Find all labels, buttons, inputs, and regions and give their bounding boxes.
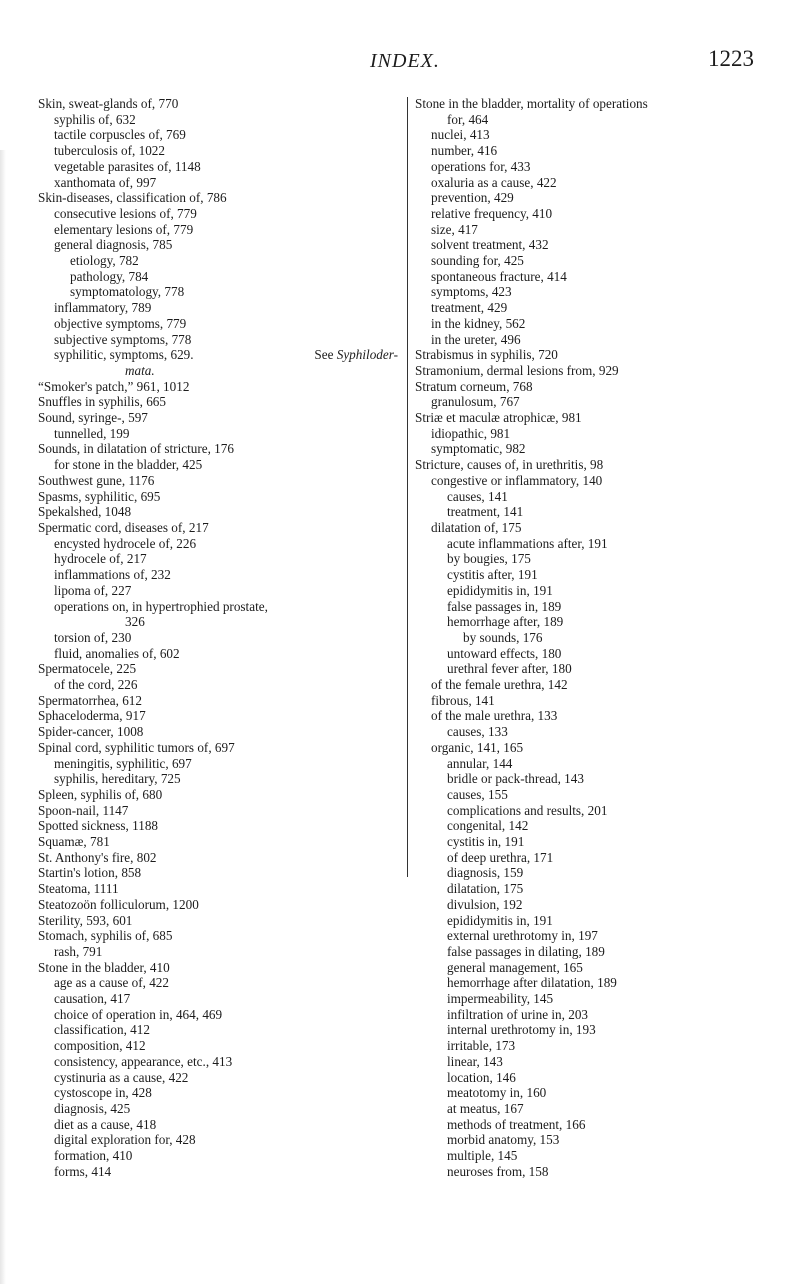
index-entry: general management, 165 [447, 959, 583, 975]
index-entry: Stomach, syphilis of, 685 [38, 928, 173, 944]
index-entry: Sphaceloderma, 917 [38, 708, 146, 724]
index-entry: diet as a cause, 418 [54, 1116, 157, 1132]
index-entry: spontaneous fracture, 414 [431, 268, 567, 284]
index-entry: Spermatocele, 225 [38, 661, 137, 677]
index-entry: in the kidney, 562 [431, 315, 526, 331]
index-entry: syphilis of, 632 [54, 111, 136, 127]
index-entry: of the cord, 226 [54, 677, 138, 693]
index-entry: for, 464 [447, 111, 489, 127]
index-entry: St. Anthony's fire, 802 [38, 849, 157, 865]
index-entry: external urethrotomy in, 197 [447, 928, 598, 944]
index-entry: classification, 412 [54, 1022, 150, 1038]
index-entry: divulsion, 192 [447, 896, 523, 912]
index-entry: Squamæ, 781 [38, 834, 110, 850]
index-entry: fibrous, 141 [431, 692, 495, 708]
index-entry: Stratum corneum, 768 [415, 378, 533, 394]
index-entry: symptoms, 423 [431, 284, 512, 300]
index-entry: urethral fever after, 180 [447, 661, 572, 677]
index-entry-text: syphilitic, symptoms, 629. [54, 347, 194, 363]
index-entry: Spekalshed, 1048 [38, 504, 132, 520]
index-entry: formation, 410 [54, 1148, 133, 1164]
index-entry: diagnosis, 425 [54, 1101, 131, 1116]
index-entry: Striæ et maculæ atrophicæ, 981 [415, 410, 582, 426]
index-entry: impermeability, 145 [447, 991, 554, 1007]
index-entry: Spotted sickness, 1188 [38, 818, 159, 834]
index-entry: epididymitis in, 191 [447, 582, 553, 598]
index-entry: hemorrhage after dilatation, 189 [447, 975, 617, 991]
index-entry: by sounds, 176 [463, 629, 543, 645]
index-entry: internal urethrotomy in, 193 [447, 1022, 596, 1038]
index-entry: congestive or inflammatory, 140 [431, 472, 603, 488]
index-entry: “Smoker's patch,” 961, 1012 [38, 378, 190, 394]
index-entry: Spasms, syphilitic, 695 [38, 488, 161, 504]
index-entry: linear, 143 [447, 1053, 503, 1069]
index-entry: lipoma of, 227 [54, 582, 132, 598]
index-entry: general diagnosis, 785 [54, 237, 173, 253]
index-entry: operations on, in hypertrophied prostate, [54, 598, 268, 614]
index-entry: Sterility, 593, 601 [38, 912, 133, 928]
index-entry: vegetable parasites of, 1148 [54, 158, 201, 174]
index-entry: Stone in the bladder, mortality of operations [415, 96, 648, 111]
see-reference: See Syphiloder- [314, 347, 398, 363]
index-entry: Stramonium, dermal lesions from, 929 [415, 362, 619, 378]
index-entry: subjective symptoms, 778 [54, 331, 192, 347]
index-entry: treatment, 429 [431, 300, 508, 316]
running-header-title: INDEX. [370, 50, 440, 72]
index-entry: dilatation of, 175 [431, 519, 522, 535]
index-entry: objective symptoms, 779 [54, 315, 187, 331]
index-entry: Sound, syringe-, 597 [38, 410, 148, 426]
index-entry: meatotomy in, 160 [447, 1085, 547, 1101]
index-entry: encysted hydrocele of, 226 [54, 535, 197, 551]
page-number: 1223 [708, 46, 754, 71]
index-entry: complications and results, 201 [447, 802, 608, 818]
index-entry: composition, 412 [54, 1038, 146, 1054]
index-entry: meningitis, syphilitic, 697 [54, 755, 192, 771]
index-entry: irritable, 173 [447, 1038, 516, 1054]
index-entry: Spleen, syphilis of, 680 [38, 786, 163, 802]
index-entry: morbid anatomy, 153 [447, 1132, 560, 1148]
index-entry: methods of treatment, 166 [447, 1116, 586, 1132]
index-entry: size, 417 [431, 221, 478, 237]
index-entry: bridle or pack-thread, 143 [447, 771, 584, 787]
index-entry: Spider-cancer, 1008 [38, 724, 144, 740]
index-entry: consistency, appearance, etc., 413 [54, 1053, 233, 1069]
index-entry: Startin's lotion, 858 [38, 865, 142, 881]
index-entry: organic, 141, 165 [431, 739, 524, 755]
index-entry: consecutive lesions of, 779 [54, 205, 197, 221]
index-entry: Steatoma, 1111 [38, 881, 119, 897]
index-entry: sounding for, 425 [431, 253, 524, 269]
index-entry: Spoon-nail, 1147 [38, 802, 129, 818]
index-entry: relative frequency, 410 [431, 205, 553, 221]
index-entry: fluid, anomalies of, 602 [54, 645, 180, 661]
index-entry: Sounds, in dilatation of stricture, 176 [38, 441, 234, 457]
index-entry: of the male urethra, 133 [431, 708, 558, 724]
index-entry: tunnelled, 199 [54, 425, 130, 441]
index-entry: Stone in the bladder, 410 [38, 959, 170, 975]
index-entry: annular, 144 [447, 755, 513, 771]
index-entry: prevention, 429 [431, 190, 514, 206]
index-entry: xanthomata of, 997 [54, 174, 157, 190]
index-entry: causes, 155 [447, 786, 508, 802]
index-entry: Spermatorrhea, 612 [38, 692, 142, 708]
index-entry: choice of operation in, 464, 469 [54, 1006, 223, 1022]
index-entry: hydrocele of, 217 [54, 551, 147, 567]
index-entry: causation, 417 [54, 991, 131, 1007]
index-entry: cystoscope in, 428 [54, 1085, 152, 1101]
index-entry: symptomatology, 778 [70, 284, 185, 300]
index-column-right [415, 96, 787, 1180]
index-column-left [38, 96, 398, 1180]
index-entry: cystitis in, 191 [447, 834, 525, 850]
index-entry: elementary lesions of, 779 [54, 221, 194, 237]
index-entry: treatment, 141 [447, 504, 524, 520]
index-entry: forms, 414 [54, 1163, 112, 1179]
index-entry: epididymitis in, 191 [447, 912, 553, 928]
index-entry: operations for, 433 [431, 158, 531, 174]
index-entry: torsion of, 230 [54, 629, 132, 645]
index-entry: at meatus, 167 [447, 1101, 524, 1116]
index-entry: Strabismus in syphilis, 720 [415, 347, 558, 363]
index-entry: idiopathic, 981 [431, 425, 511, 441]
index-entry: inflammations of, 232 [54, 567, 171, 583]
index-entry: etiology, 782 [70, 253, 139, 269]
index-entry: location, 146 [447, 1069, 516, 1085]
index-entry: age as a cause of, 422 [54, 975, 169, 991]
index-entry: inflammatory, 789 [54, 300, 152, 316]
index-entry: causes, 133 [447, 724, 508, 740]
index-entry: digital exploration for, 428 [54, 1132, 196, 1148]
index-entry: pathology, 784 [70, 268, 149, 284]
index-entry: Stricture, causes of, in urethritis, 98 [415, 457, 604, 473]
index-entry: acute inflammations after, 191 [447, 535, 608, 551]
index-entry: false passages in, 189 [447, 598, 562, 614]
index-entry: Snuffles in syphilis, 665 [38, 394, 166, 410]
index-entry: tactile corpuscles of, 769 [54, 127, 186, 143]
index-entry: diagnosis, 159 [447, 865, 524, 881]
index-entry: hemorrhage after, 189 [447, 614, 564, 630]
index-entry: cystitis after, 191 [447, 567, 538, 583]
index-entry: rash, 791 [54, 943, 103, 959]
index-entry: nuclei, 413 [431, 127, 490, 143]
index-entry: untoward effects, 180 [447, 645, 562, 661]
index-entry: number, 416 [431, 143, 498, 159]
index-entry: Southwest gune, 1176 [38, 472, 155, 488]
index-entry: congenital, 142 [447, 818, 529, 834]
page-edge-shadow [0, 150, 6, 1284]
index-entry: dilatation, 175 [447, 881, 524, 897]
index-entry: cystinuria as a cause, 422 [54, 1069, 189, 1085]
index-entry: Spinal cord, syphilitic tumors of, 697 [38, 739, 235, 755]
index-entry: tuberculosis of, 1022 [54, 143, 165, 159]
index-entry: causes, 141 [447, 488, 508, 504]
index-entry: of deep urethra, 171 [447, 849, 554, 865]
index-entry: 326 [125, 614, 145, 630]
index-entry: infiltration of urine in, 203 [447, 1006, 589, 1022]
index-entry: Spermatic cord, diseases of, 217 [38, 519, 209, 535]
index-entry: in the ureter, 496 [431, 331, 521, 347]
index-entry: symptomatic, 982 [431, 441, 526, 457]
index-entry: solvent treatment, 432 [431, 237, 549, 253]
index-entry: by bougies, 175 [447, 551, 531, 567]
index-entry: multiple, 145 [447, 1148, 518, 1164]
index-entry: oxaluria as a cause, 422 [431, 174, 557, 190]
index-entry: false passages in dilating, 189 [447, 943, 605, 959]
index-entry: granulosum, 767 [431, 394, 520, 410]
index-entry: Skin-diseases, classification of, 786 [38, 190, 227, 206]
index-entry: neuroses from, 158 [447, 1163, 549, 1179]
index-entry: Steatozoön folliculorum, 1200 [38, 896, 199, 912]
index-entry [38, 347, 398, 363]
index-entry: for stone in the bladder, 425 [54, 457, 203, 473]
index-entry: mata. [125, 362, 155, 378]
column-divider [407, 97, 408, 877]
index-entry: of the female urethra, 142 [431, 677, 568, 693]
index-entry: syphilis, hereditary, 725 [54, 771, 181, 787]
index-entry: Skin, sweat-glands of, 770 [38, 96, 179, 111]
